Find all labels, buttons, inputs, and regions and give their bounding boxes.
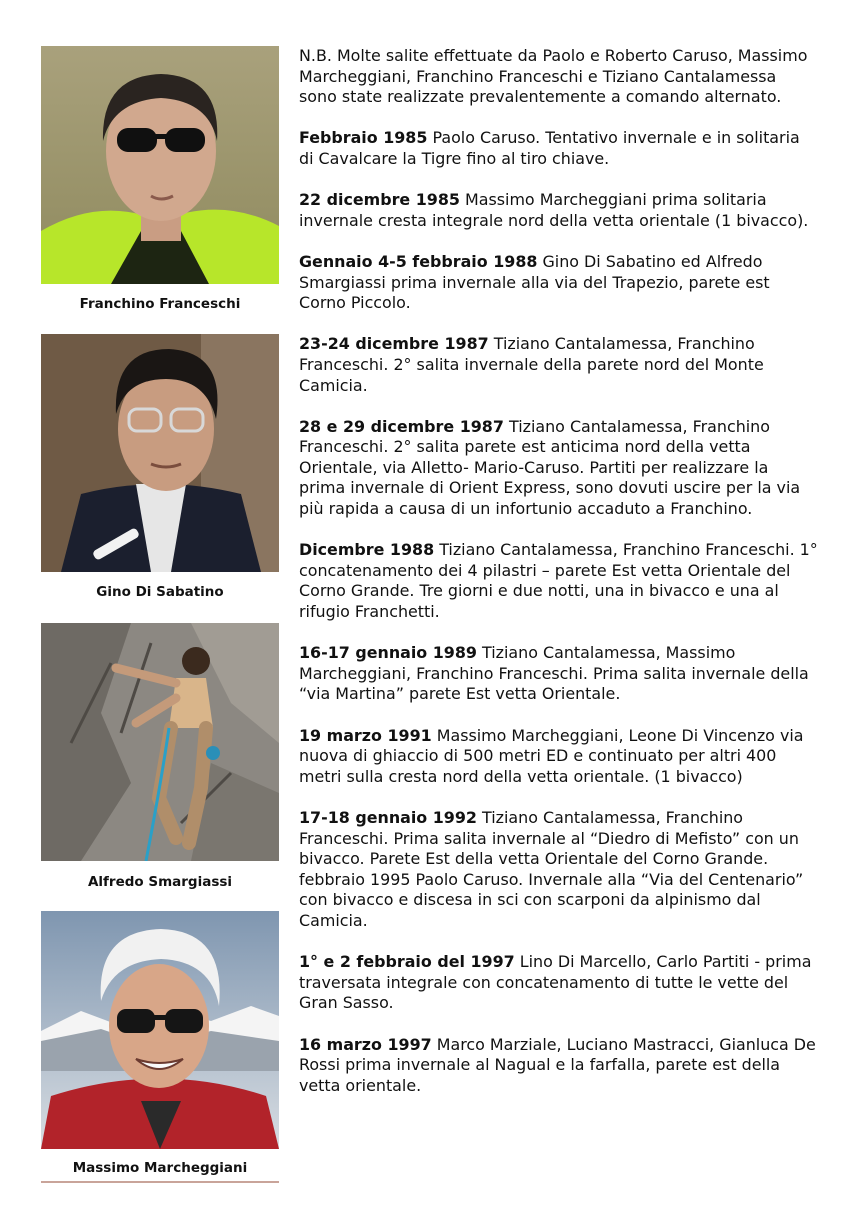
entry	[299, 726, 819, 788]
entry-text: Tiziano Cantalamessa, Franchino Franceschi. 2° salita parete est anticima nord della vetta Orientale, via Alletto- Mario-Caruso. Partiti per realizzare la prima invernale di Orient Express, sono dovuti uscire per la via più rapida a causa di un infortunio accaduto a Franchino.	[299, 416, 801, 519]
entry-date: 22 dicembre 1985	[299, 190, 460, 210]
entry	[299, 952, 819, 1014]
entry	[299, 808, 819, 932]
entry	[299, 540, 819, 622]
entry-date: Febbraio 1985	[299, 128, 428, 148]
divider	[41, 1181, 279, 1183]
entry	[299, 643, 819, 705]
entry-date: 28 e 29 dicembre 1987	[299, 416, 504, 436]
caption-franchino-franceschi: Franchino Franceschi	[79, 296, 241, 312]
entry-text: Lino Di Marcello, Carlo Partiti - prima traversata integrale con concatenamento di tutte le vette del Gran Sasso.	[299, 952, 812, 1013]
portrait-glasses-icon	[41, 334, 279, 572]
photo-gino-di-sabatino	[41, 334, 279, 572]
portrait-sunglasses-icon	[41, 46, 279, 284]
photo-alfredo-smargiassi	[41, 623, 279, 861]
entry	[299, 417, 819, 520]
entry-text: Marco Marziale, Luciano Mastracci, Gianluca De Rossi prima invernale al Nagual e la farfalla, parete est della vetta orientale.	[299, 1034, 816, 1095]
caption-massimo-marcheggiani: Massimo Marcheggiani	[72, 1160, 248, 1176]
photo-franchino-franceschi	[41, 46, 279, 284]
entry-text: Massimo Marcheggiani, Leone Di Vincenzo via nuova di ghiaccio di 500 metri ED e continuato per altri 400 metri sulla cresta nord della vetta orientale. (1 bivacco)	[299, 725, 804, 786]
entry-date: Dicembre 1988	[299, 540, 435, 560]
climber-on-rock-icon	[41, 623, 279, 861]
entry-date: 17-18 gennaio 1992	[299, 807, 477, 827]
entry-text: Massimo Marcheggiani prima solitaria invernale cresta integrale nord della vetta orientale (1 bivacco).	[299, 190, 809, 230]
portrait-white-hair-icon	[41, 911, 279, 1149]
entry-text: Tiziano Cantalamessa, Franchino Franceschi. 1° concatenamento dei 4 pilastri – parete Est vetta Orientale del Corno Grande. Tre giorni e due notti, una in bivacco e una al rifugio Franchetti.	[299, 540, 818, 622]
chronology-text	[299, 46, 819, 1117]
entry-date: Gennaio 4-5 febbraio 1988	[299, 251, 538, 271]
entry-date: 16 marzo 1997	[299, 1034, 432, 1054]
entry-date: 16-17 gennaio 1989	[299, 643, 477, 663]
entry-text: Tiziano Cantalamessa, Massimo Marcheggiani, Franchino Franceschi. Prima salita invernale della “via Martina” parete Est vetta Orientale.	[299, 643, 809, 704]
entry-date: 1° e 2 febbraio del 1997	[299, 952, 515, 972]
entry	[299, 128, 819, 169]
caption-gino-di-sabatino: Gino Di Sabatino	[96, 584, 224, 600]
intro-note: N.B. Molte salite effettuate da Paolo e Roberto Caruso, Massimo Marcheggiani, Franchino Franceschi e Tiziano Cantalamessa sono state realizzate prevalentemente a comando alternato.	[299, 46, 808, 107]
entry-text: Tiziano Cantalamessa, Franchino Franceschi. Prima salita invernale al “Diedro di Mefisto” con un bivacco. Parete Est della vetta Orientale del Corno Grande. febbraio 1995 Paolo Caruso. Invernale alla “Via del Centenario” con bivacco e discesa in sci con scarponi da alpinismo dal Camicia.	[299, 807, 804, 930]
entry-date: 23-24 dicembre 1987	[299, 334, 489, 354]
entry-date: 19 marzo 1991	[299, 725, 432, 745]
caption-alfredo-smargiassi: Alfredo Smargiassi	[87, 874, 233, 890]
entry-text: Tiziano Cantalamessa, Franchino Franceschi. 2° salita invernale della parete nord del Monte Camicia.	[299, 334, 764, 395]
entry	[299, 1035, 819, 1097]
entry	[299, 334, 819, 396]
entry	[299, 190, 819, 231]
entry-text: Paolo Caruso. Tentativo invernale e in solitaria di Cavalcare la Tigre fino al tiro chiave.	[299, 128, 800, 168]
photo-massimo-marcheggiani	[41, 911, 279, 1149]
entry-text: Gino Di Sabatino ed Alfredo Smargiassi prima invernale alla via del Trapezio, parete est Corno Piccolo.	[299, 251, 770, 313]
entry	[299, 252, 819, 314]
